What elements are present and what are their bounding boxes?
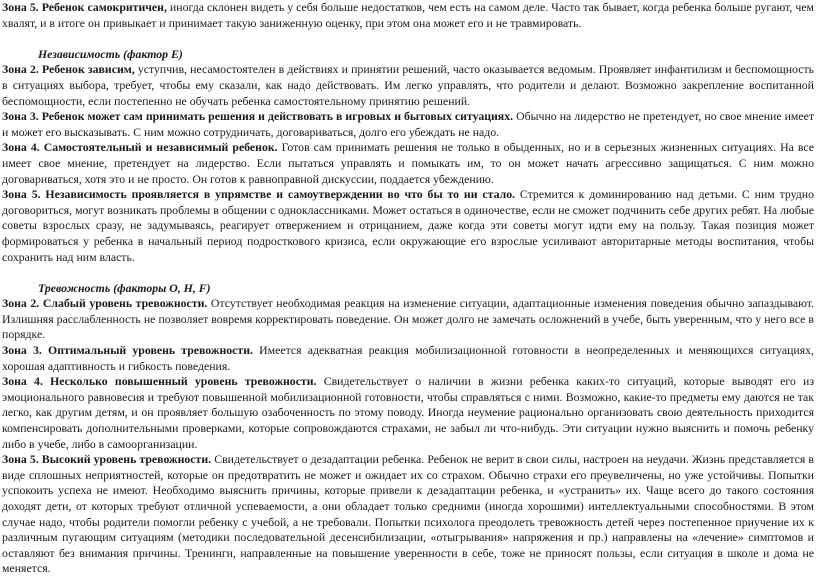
zone-title: Зона 3. Ребенок может сам принимать решения и действовать в игровых и бытовых ситуациях. (2, 109, 514, 124)
anxiety-zone-4 (2, 374, 814, 452)
zone-title: Зона 3. Оптимальный уровень тревожности. (2, 343, 253, 358)
zone-title: Зона 4. Несколько повышенный уровень тревожности. (2, 374, 317, 389)
zone-title: Зона 5. Независимость проявляется в упрямстве и самоутверждении во что бы то ни стало. (2, 187, 516, 202)
section-heading-independence: Независимость (фактор E) (38, 46, 183, 61)
zone-text: Отсутствует необходимая реакция на изменение ситуации, адаптационные изменения поведения обычно запаздывают. Излишняя расслабленность не позволяет вовремя корректировать поведение. Он может долго не замечать осложнений в учебе, быть уверенным, что у него все в порядке. (2, 296, 814, 342)
zone-text: Стремится к доминированию над детьми. С ним трудно договориться, могут возникать проблемы в общении с одноклассниками. Может остаться в одиночестве, если не сможет подчинить себе других ребят. На любые советы взрослых сразу, не задумываясь, реагирует отвержением и отрицанием, даже когда эти советы могут идти ему на пользу. Такая позиция может формироваться у ребенка в начальный период подросткового кризиса, если окружающие его взрослые усиливают авторитарные методы воспитания, чтобы сохранить над ним власть. (2, 187, 815, 264)
independence-zone-2 (2, 62, 814, 109)
zone-text: Обычно на лидерство не претендует, но свое мнение имеет и может его высказывать. С ним можно сотрудничать, договариваться, долго его убеждать не надо. (2, 109, 814, 139)
zone-title: Зона 5. Высокий уровень тревожности. (2, 452, 212, 467)
spacer (2, 265, 814, 281)
spacer (2, 31, 814, 47)
section-heading-anxiety: Тревожность (факторы O, H, F) (38, 280, 211, 295)
zone-title: Зона 4. Самостоятельный и независимый ребенок. (2, 140, 278, 155)
zone5-self-criticism-paragraph (2, 0, 814, 31)
zone-title: Зона 5. Ребенок самокритичен, (2, 0, 167, 14)
independence-zone-5 (2, 187, 814, 265)
zone-text: иногда склонен видеть у себя больше недостатков, чем есть на самом деле. Часто так бывает, когда ребенка больше ругают, чем хвалят, и в итоге он привыкает и принимает такую заниженную оценку, при этом она может его и не травмировать. (2, 0, 814, 30)
zone-text: Имеется адекватная реакция мобилизационной готовности в неопределенных и меняющихся ситуациях, хорошая адаптивность и гибкость поведения. (2, 343, 815, 373)
independence-zone-4 (2, 140, 814, 187)
zone-text: уступчив, несамостоятелен в действиях и принятии решений, часто оказывается ведомым. Проявляет инфантилизм и беспомощность в ситуациях выбора, требует, чтобы ему сказали, как надо действовать. Им легко управлять, что родители и делают. Возможно закрепление воспитанной беспомощности, если постепенно не обучать ребенка самостоятельному принятию решений. (2, 62, 814, 108)
zone-title: Зона 2. Слабый уровень тревожности. (2, 296, 208, 311)
zone-text: Свидетельствует о наличии в жизни ребенка каких-то ситуаций, которые выводят его из эмоционального равновесия и требуют повышенной мобилизационной готовности, чтобы справляться с ними. Возможно, какие-то предметы ему даются не так легко, как другим детям, и он проявляет большую озабоченность по этому поводу. Иногда неумение рационально организовать свою деятельность приходится компенсировать дополнительными проверками, которые сопровождаются страхами, не забыл ли что-нибудь. Эти ситуации нужно выяснить и помочь ребенку либо в учебе, либо в самоорганизации. (2, 374, 814, 451)
anxiety-zone-3 (2, 343, 814, 374)
zone-text: Свидетельствует о дезадаптации ребенка. Ребенок не верит в свои силы, настроен на неудачи. Жизнь представляется в виде сплошных неприятностей, которые он предотвратить не может и ожидает их со страхом. Обычно страхи его преувеличены, но уже устойчивы. Попытки успокоить успеха не имеют. Необходимо выяснить причины, которые привели к дезадаптации ребенка, и «устранить» их. Чаще всего до такого состояния доходят дети, от которых требуют отличной успеваемости, а они обладает только средними (иногда хорошими) интеллектуальными способностями. В этом случае надо, чтобы родители помогли ребенку с учебой, а не требовали. Попытки психолога преодолеть тревожность детей через постепенное приучение их к различным пугающим ситуациям (методики последовательной десенсибилизации, «отыгрывания» напряжения и пр.) направлены на «лечение» симптомов и оставляют без внимания причины. Тренинги, направленные на повышение уверенности в себе, тоже не приносят пользы, если ситуация в школе и дома не меняется. (2, 452, 814, 576)
zone-title: Зона 2. Ребенок зависим, (2, 62, 135, 77)
independence-zone-3 (2, 109, 814, 140)
zone-text: Готов сам принимать решения не только в обыденных, но и в серьезных жизненных ситуациях. На все имеет свое мнение, претендует на лидерство. Если пытаться управлять и помыкать им, то он может начать агрессивно защищаться. С ним можно договариваться, хотя это и не просто. Он готов к равноправной дискуссии, поддается убеждению. (2, 140, 814, 186)
anxiety-zone-5 (2, 452, 814, 577)
anxiety-zone-2 (2, 296, 814, 343)
